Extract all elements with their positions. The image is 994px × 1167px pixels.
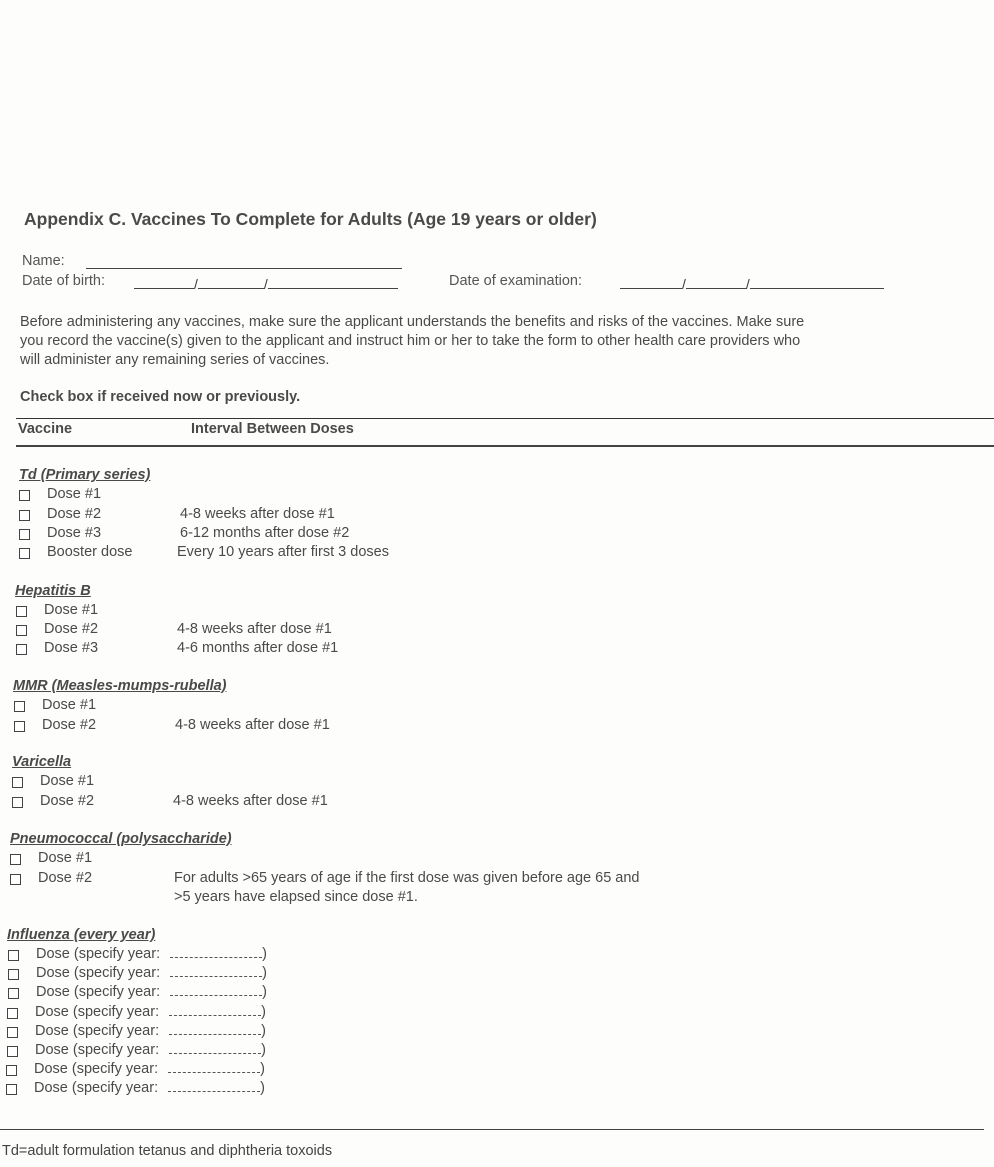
flu-dose-label: Dose (specify year: bbox=[35, 1003, 160, 1020]
hepb-dose-2-label: Dose #2 bbox=[44, 621, 99, 637]
flu-close-paren: ) bbox=[262, 946, 267, 962]
flu-dose-text bbox=[36, 946, 267, 962]
exam-slash-2: / bbox=[745, 276, 750, 292]
td-dose-3-label: Dose #3 bbox=[47, 525, 102, 541]
hepb-dose-2-interval: 4-8 weeks after dose #1 bbox=[177, 621, 332, 637]
td-dose-2-interval: 4-8 weeks after dose #1 bbox=[180, 506, 335, 522]
td-dose-1-checkbox[interactable] bbox=[19, 490, 30, 501]
flu-dose-text bbox=[35, 1042, 266, 1058]
flu-close-paren: ) bbox=[261, 1003, 266, 1020]
flu-dose-checkbox[interactable] bbox=[8, 969, 19, 980]
flu-dose-checkbox[interactable] bbox=[6, 1084, 17, 1095]
varicella-dose-2-label: Dose #2 bbox=[40, 793, 95, 809]
flu-dose-checkbox[interactable] bbox=[7, 1008, 18, 1019]
flu-dose-text bbox=[36, 965, 267, 981]
name-field[interactable] bbox=[86, 256, 402, 269]
section-varicella-title: Varicella bbox=[12, 754, 72, 770]
flu-year-field[interactable] bbox=[168, 1061, 260, 1073]
instructions-line-3: will administer any remaining series of vaccines. bbox=[20, 352, 330, 368]
flu-dose-checkbox[interactable] bbox=[6, 1065, 17, 1076]
flu-dose-label: Dose (specify year: bbox=[36, 984, 161, 1001]
flu-year-field[interactable] bbox=[170, 965, 262, 977]
varicella-dose-2-interval: 4-8 weeks after dose #1 bbox=[173, 793, 328, 809]
td-dose-2-checkbox[interactable] bbox=[19, 510, 30, 521]
flu-dose-label: Dose (specify year: bbox=[35, 1022, 160, 1039]
flu-year-field[interactable] bbox=[168, 1080, 260, 1092]
flu-dose-checkbox[interactable] bbox=[8, 988, 19, 999]
flu-close-paren: ) bbox=[262, 984, 267, 1001]
dob-slash-2: / bbox=[263, 276, 268, 292]
flu-dose-checkbox[interactable] bbox=[8, 950, 19, 961]
flu-close-paren: ) bbox=[261, 1022, 266, 1039]
exam-slash-1: / bbox=[682, 276, 686, 292]
td-dose-3-interval: 6-12 months after dose #2 bbox=[180, 525, 350, 541]
varicella-dose-1-label: Dose #1 bbox=[40, 773, 95, 789]
td-dose-3-checkbox[interactable] bbox=[19, 529, 30, 540]
dob-label: Date of birth: bbox=[22, 273, 106, 289]
mmr-dose-2-checkbox[interactable] bbox=[14, 721, 25, 732]
section-mmr-title: MMR (Measles-mumps-rubella) bbox=[13, 678, 227, 694]
hepb-dose-1-checkbox[interactable] bbox=[16, 606, 27, 617]
mmr-dose-1-label: Dose #1 bbox=[42, 697, 97, 713]
section-flu-title: Influenza (every year) bbox=[7, 927, 156, 943]
varicella-dose-1-checkbox[interactable] bbox=[12, 777, 23, 788]
section-hepb-title: Hepatitis B bbox=[15, 583, 91, 599]
flu-dose-text bbox=[34, 1080, 265, 1096]
td-booster-label: Booster dose bbox=[47, 544, 133, 560]
header-rule-top bbox=[16, 418, 994, 419]
flu-year-field[interactable] bbox=[169, 1042, 261, 1054]
dob-field[interactable] bbox=[134, 276, 398, 292]
td-dose-2-label: Dose #2 bbox=[47, 506, 102, 522]
footer-rule bbox=[0, 1129, 984, 1130]
dob-slash-1: / bbox=[194, 276, 198, 292]
pneumo-dose-2-interval: For adults >65 years of age if the first dose was given before age 65 and bbox=[174, 870, 640, 886]
mmr-dose-2-interval: 4-8 weeks after dose #1 bbox=[175, 717, 330, 733]
flu-dose-text bbox=[35, 1004, 266, 1020]
flu-year-field[interactable] bbox=[170, 984, 262, 996]
flu-dose-label: Dose (specify year: bbox=[35, 1042, 160, 1058]
pneumo-dose-2-label: Dose #2 bbox=[38, 870, 93, 886]
flu-dose-text bbox=[36, 984, 267, 1000]
hepb-dose-1-label: Dose #1 bbox=[44, 602, 99, 618]
varicella-dose-2-checkbox[interactable] bbox=[12, 797, 23, 808]
td-dose-1-label: Dose #1 bbox=[47, 486, 102, 502]
flu-dose-text bbox=[34, 1061, 265, 1077]
mmr-dose-1-checkbox[interactable] bbox=[14, 701, 25, 712]
flu-dose-text bbox=[35, 1023, 266, 1039]
pneumo-dose-1-label: Dose #1 bbox=[38, 850, 93, 866]
hepb-dose-2-checkbox[interactable] bbox=[16, 625, 27, 636]
flu-year-field[interactable] bbox=[169, 1023, 261, 1035]
section-pneumo-title: Pneumococcal (polysaccharide) bbox=[10, 831, 232, 847]
flu-dose-checkbox[interactable] bbox=[7, 1027, 18, 1038]
instructions-paragraph bbox=[20, 313, 992, 370]
mmr-dose-2-label: Dose #2 bbox=[42, 717, 97, 733]
column-interval: Interval Between Doses bbox=[191, 421, 354, 437]
instructions-line-2: you record the vaccine(s) given to the applicant and instruct him or her to take the form to other health care providers who bbox=[20, 333, 801, 349]
hepb-dose-3-checkbox[interactable] bbox=[16, 644, 27, 655]
name-label: Name: bbox=[22, 253, 65, 269]
flu-dose-checkbox[interactable] bbox=[7, 1046, 18, 1057]
page-title: Appendix C. Vaccines To Complete for Adults (Age 19 years or older) bbox=[24, 209, 597, 229]
flu-dose-label: Dose (specify year: bbox=[34, 1080, 159, 1097]
flu-close-paren: ) bbox=[261, 1042, 266, 1058]
exam-date-field[interactable] bbox=[620, 276, 884, 292]
footnote: Td=adult formulation tetanus and diphtheria toxoids bbox=[2, 1143, 333, 1159]
column-vaccine: Vaccine bbox=[18, 421, 73, 437]
exam-date-label: Date of examination: bbox=[449, 273, 582, 289]
flu-close-paren: ) bbox=[260, 1080, 265, 1097]
flu-dose-label: Dose (specify year: bbox=[34, 1061, 159, 1078]
check-instruction: Check box if received now or previously. bbox=[20, 389, 301, 405]
td-booster-interval: Every 10 years after first 3 doses bbox=[177, 544, 389, 560]
hepb-dose-3-label: Dose #3 bbox=[44, 640, 99, 656]
flu-dose-label: Dose (specify year: bbox=[36, 946, 161, 962]
hepb-dose-3-interval: 4-6 months after dose #1 bbox=[177, 640, 339, 656]
pneumo-dose-2-interval-cont: >5 years have elapsed since dose #1. bbox=[174, 889, 418, 905]
td-booster-checkbox[interactable] bbox=[19, 548, 30, 559]
flu-year-field[interactable] bbox=[169, 1004, 261, 1016]
pneumo-dose-2-checkbox[interactable] bbox=[10, 874, 21, 885]
flu-year-field[interactable] bbox=[170, 946, 262, 958]
flu-dose-label: Dose (specify year: bbox=[36, 965, 161, 982]
pneumo-dose-1-checkbox[interactable] bbox=[10, 854, 21, 865]
flu-close-paren: ) bbox=[260, 1061, 265, 1078]
header-rule-bottom bbox=[16, 445, 994, 447]
flu-close-paren: ) bbox=[262, 965, 267, 982]
instructions-line-1: Before administering any vaccines, make sure the applicant understands the benefits and risks of the vaccines. Make sure bbox=[20, 314, 805, 330]
section-td-title: Td (Primary series) bbox=[19, 467, 151, 483]
